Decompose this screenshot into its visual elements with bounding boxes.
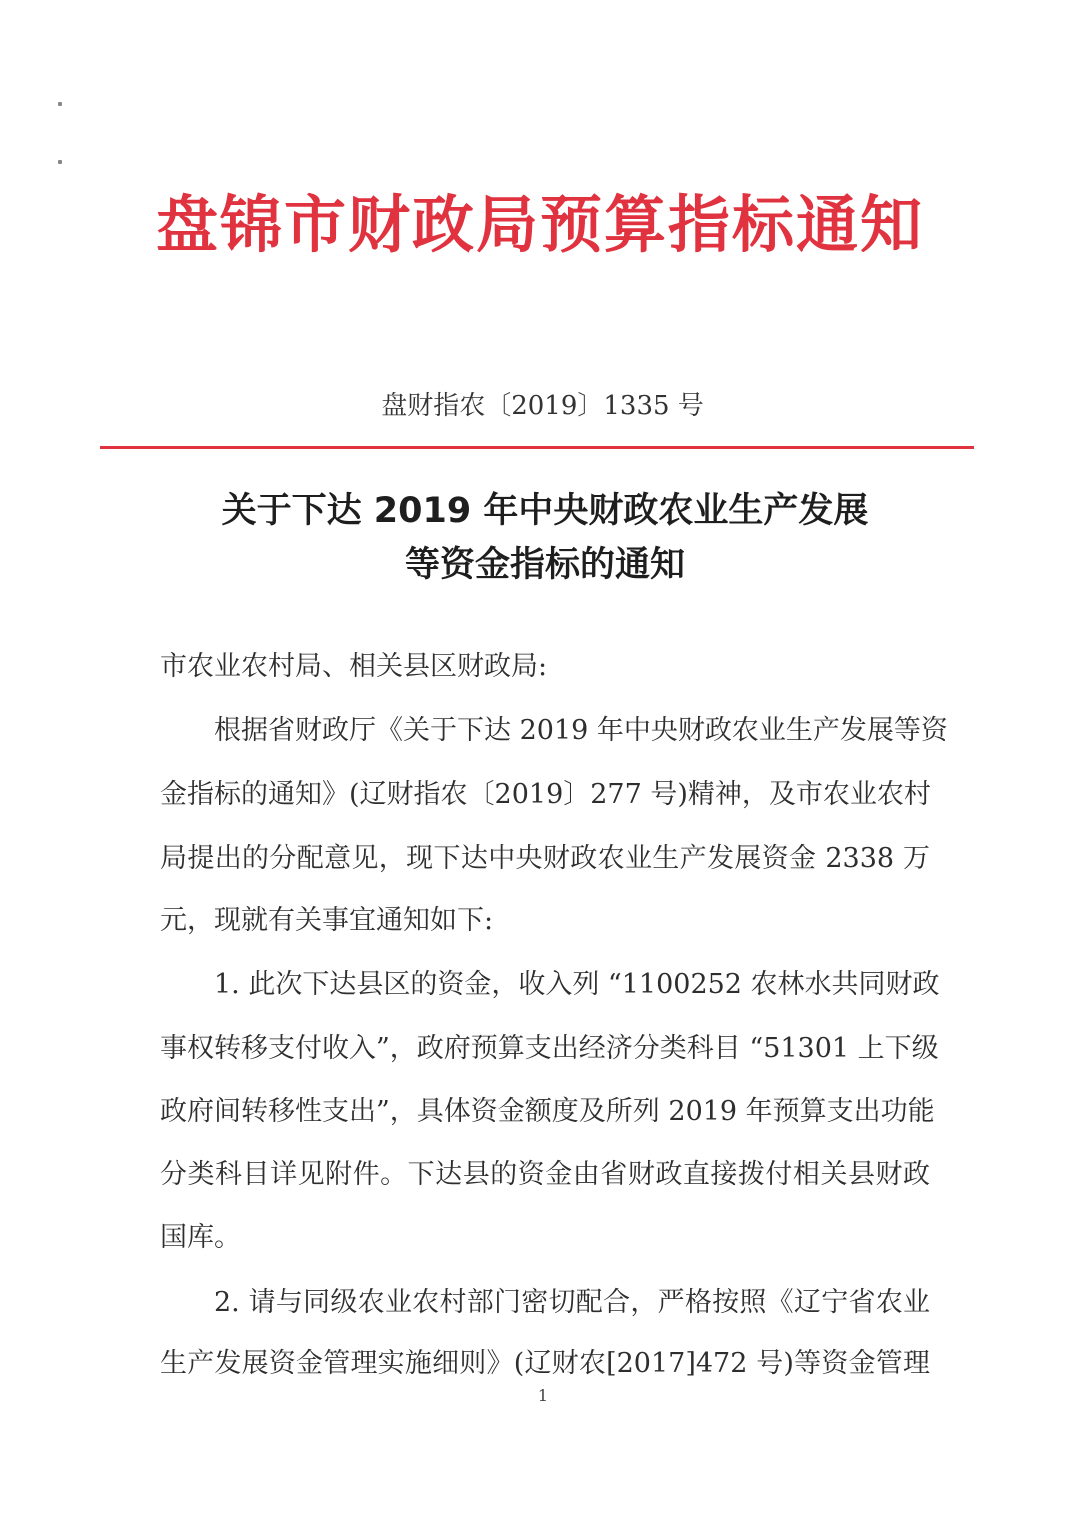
paragraph-line: 国库。 <box>160 1222 241 1253</box>
paragraph-line: 1. 此次下达县区的资金，收入列 “1100252 农林水共同财政 <box>214 969 940 1000</box>
paragraph-line: 生产发展资金管理实施细则》(辽财农[2017]472 号)等资金管理 <box>160 1348 930 1379</box>
paragraph-line: 分类科目详见附件。下达县的资金由省财政直接拨付相关县财政 <box>160 1159 930 1190</box>
paragraph-line: 金指标的通知》(辽财指农〔2019〕277 号)精神，及市农业农村 <box>160 779 931 810</box>
notice-title-line-2: 等资金指标的通知 <box>404 545 685 585</box>
scan-marks <box>58 100 66 170</box>
paragraph-line: 事权转移支付收入”，政府预算支出经济分类科目 “51301 上下级 <box>160 1033 939 1064</box>
notice-title-line-1: 关于下达 2019 年中央财政农业生产发展 <box>221 491 869 531</box>
scan-dot <box>58 160 62 164</box>
document-header-title: 盘锦市财政局预算指标通知 <box>155 188 924 261</box>
paragraph-line: 元，现就有关事宜通知如下: <box>160 905 494 936</box>
red-divider-line <box>100 446 974 449</box>
paragraph-line: 根据省财政厅《关于下达 2019 年中央财政农业生产发展等资 <box>214 715 948 746</box>
document-number: 盘财指农〔2019〕1335 号 <box>381 391 704 421</box>
paragraph-line: 局提出的分配意见，现下达中央财政农业生产发展资金 2338 万 <box>160 843 930 874</box>
page-number: 1 <box>537 1386 549 1405</box>
salutation: 市农业农村局、相关县区财政局: <box>160 651 548 682</box>
paragraph-line: 政府间转移性支出”，具体资金额度及所列 2019 年预算支出功能 <box>160 1096 935 1127</box>
scan-dot <box>58 102 62 106</box>
paragraph-line: 2. 请与同级农业农村部门密切配合，严格按照《辽宁省农业 <box>214 1287 930 1318</box>
